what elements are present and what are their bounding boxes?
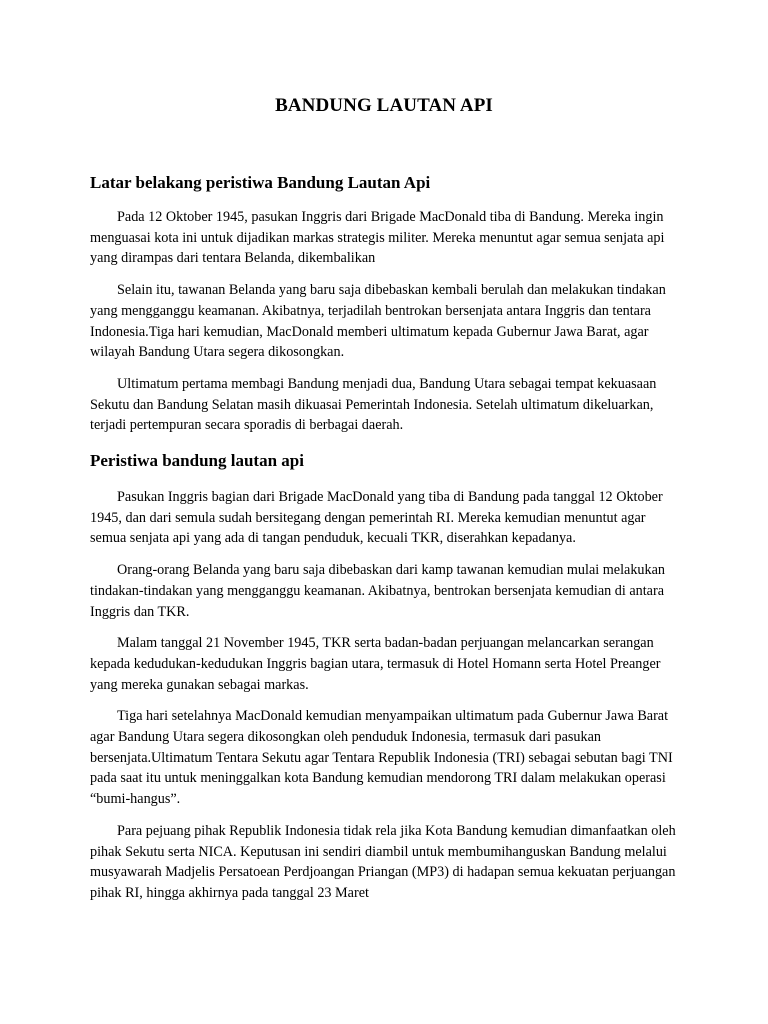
section-heading-latar-belakang: Latar belakang peristiwa Bandung Lautan Api <box>90 173 431 192</box>
paragraph: Pasukan Inggris bagian dari Brigade MacDonald yang tiba di Bandung pada tanggal 12 Oktober 1945, dan dari semula sudah bersitegang dengan pemerintah RI. Mereka kemudian menuntut agar semua senjata api yang ada di tangan penduduk, kecuali TKR, diserahkan kepadanya. <box>90 489 663 547</box>
document-title: BANDUNG LAUTAN API <box>275 95 493 116</box>
paragraph: Ultimatum pertama membagi Bandung menjadi dua, Bandung Utara sebagai tempat kekuasaan Sekutu dan Bandung Selatan masih dikuasai Pemerintah Indonesia. Setelah ultimatum dikeluarkan, terjadi pertempuran secara sporadis di berbagai daerah. <box>90 375 657 434</box>
paragraph: Tiga hari setelahnya MacDonald kemudian menyampaikan ultimatum pada Gubernur Jawa Barat agar Bandung Utara segera dikosongkan oleh penduduk Indonesia, termasuk dari pasukan bersenjata.Ultimatum Tentara Sekutu agar Tentara Republik Indonesia (TRI) sebagai sebutan bagi TNI pada saat itu untuk meninggalkan kota Bandung kemudian mendorong TRI dalam melakukan operasi “bumi-hangus”. <box>90 708 673 808</box>
paragraph: Selain itu, tawanan Belanda yang baru saja dibebaskan kembali berulah dan melakukan tindakan yang mengganggu keamanan. Akibatnya, terjadilah bentrokan bersenjata antara Inggris dan tentara Indonesia.Tiga hari kemudian, MacDonald memberi ultimatum kepada Gubernur Jawa Barat, agar wilayah Bandung Utara segera dikosongkan. <box>90 282 666 361</box>
section-heading-peristiwa: Peristiwa bandung lautan api <box>90 451 304 471</box>
paragraph: Malam tanggal 21 November 1945, TKR serta badan-badan perjuangan melancarkan serangan kepada kedudukan-kedudukan Inggris bagian utara, termasuk di Hotel Homann serta Hotel Preanger yang mereka gunakan sebagai markas. <box>90 635 661 693</box>
paragraph: Pada 12 Oktober 1945, pasukan Inggris dari Brigade MacDonald tiba di Bandung. Mereka ingin menguasai kota ini untuk dijadikan markas strategis militer. Mereka menuntut agar semua senjata api yang dirampas dari tentara Belanda, dikembalikan <box>90 209 665 267</box>
paragraph: Orang-orang Belanda yang baru saja dibebaskan dari kamp tawanan kemudian mulai melakukan tindakan-tindakan yang mengganggu keamanan. Akibatnya, bentrokan bersenjata kemudian di antara Inggris dan TKR. <box>90 562 665 620</box>
paragraph: Para pejuang pihak Republik Indonesia tidak rela jika Kota Bandung kemudian dimanfaatkan oleh pihak Sekutu serta NICA. Keputusan ini sendiri diambil untuk membumihanguskan Bandung melalui musyawarah Madjelis Persatoean Perdjoangan Priangan (MP3) di hadapan semua kekuatan perjuangan pihak RI, hingga akhirnya pada tanggal 23 Maret <box>90 822 676 901</box>
